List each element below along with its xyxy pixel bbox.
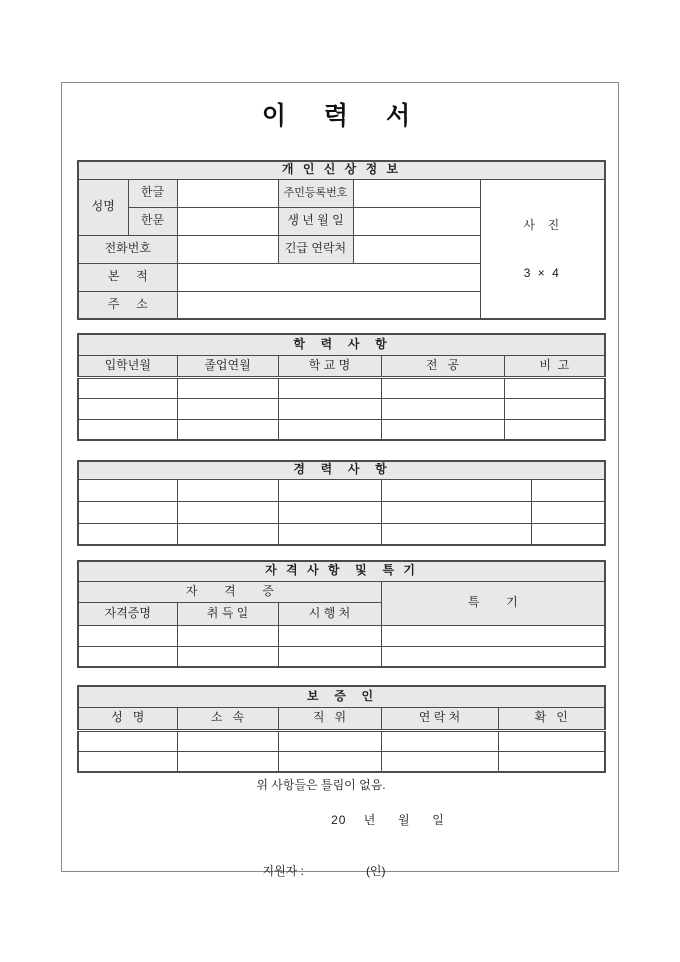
section-header-qualification: 자 격 사 항 및 특 기: [78, 561, 605, 581]
empty-cell: [78, 730, 177, 751]
empty-cell: [177, 419, 278, 440]
guarantor-row: [78, 751, 605, 772]
qualification-group-certificates: 자 격 증: [78, 581, 381, 602]
education-col-graduation: 졸업연월: [177, 355, 278, 377]
empty-cell: [498, 751, 605, 772]
career-table: [77, 460, 606, 546]
empty-cell: [531, 523, 605, 545]
career-row: [78, 501, 605, 523]
qualification-col-issuer: 시 행 처: [278, 602, 381, 625]
empty-cell: [78, 501, 177, 523]
empty-cell: [78, 377, 177, 398]
empty-cell: [177, 730, 278, 751]
empty-cell: [78, 751, 177, 772]
section-header-guarantor: 보 증 인: [78, 686, 605, 707]
field-phone: [177, 235, 278, 263]
guarantor-row: [78, 730, 605, 751]
photo-label: 사 진: [523, 217, 562, 232]
empty-cell: [278, 751, 381, 772]
empty-cell: [78, 646, 177, 667]
empty-cell: [278, 730, 381, 751]
seal-label: (인): [365, 864, 386, 878]
photo-size-label: 3 × 4: [523, 265, 561, 280]
declaration-text: 위 사항들은 틀림이 없음.: [256, 778, 386, 792]
applicant-label: 지원자 :: [262, 864, 304, 878]
empty-cell: [381, 523, 531, 545]
field-name-hangul: [177, 179, 278, 207]
empty-cell: [278, 646, 381, 667]
empty-cell: [381, 501, 531, 523]
qualification-col-specialty: 특 기: [381, 581, 605, 625]
label-resident-number: 주민등록번호: [278, 179, 353, 207]
guarantor-col-position: 직 위: [278, 707, 381, 730]
empty-cell: [498, 730, 605, 751]
empty-cell: [381, 398, 504, 419]
empty-cell: [177, 479, 278, 501]
qualification-row: [78, 646, 605, 667]
empty-cell: [278, 377, 381, 398]
empty-cell: [78, 479, 177, 501]
signature-line: [36, 848, 592, 893]
qualification-table: [77, 560, 606, 668]
label-phone: 전화번호: [78, 235, 177, 263]
qualification-col-acquired-date: 취 득 일: [177, 602, 278, 625]
guarantor-col-confirm: 확 인: [498, 707, 605, 730]
education-col-school: 학 교 명: [278, 355, 381, 377]
qualification-col-cert-name: 자격증명: [78, 602, 177, 625]
empty-cell: [381, 646, 605, 667]
field-domicile: [177, 263, 480, 291]
label-name-hanja: 한문: [128, 207, 177, 235]
label-address: 주 소: [78, 291, 177, 319]
education-table: [77, 333, 606, 441]
empty-cell: [278, 398, 381, 419]
empty-cell: [504, 398, 605, 419]
qualification-row: [78, 625, 605, 646]
empty-cell: [278, 501, 381, 523]
empty-cell: [177, 501, 278, 523]
empty-cell: [78, 398, 177, 419]
empty-cell: [177, 646, 278, 667]
empty-cell: [278, 523, 381, 545]
label-birth-date: 생 년 월 일: [278, 207, 353, 235]
photo-box: [480, 179, 605, 319]
label-name: 성명: [78, 179, 128, 235]
field-address: [177, 291, 480, 319]
empty-cell: [177, 625, 278, 646]
empty-cell: [381, 377, 504, 398]
education-col-remarks: 비 고: [504, 355, 605, 377]
empty-cell: [504, 377, 605, 398]
education-row: [78, 377, 605, 398]
empty-cell: [78, 419, 177, 440]
section-header-education: 학 력 사 항: [78, 334, 605, 355]
education-row: [78, 398, 605, 419]
empty-cell: [381, 625, 605, 646]
empty-cell: [177, 398, 278, 419]
field-birth-date: [353, 207, 480, 235]
empty-cell: [177, 377, 278, 398]
career-row: [78, 523, 605, 545]
empty-cell: [177, 523, 278, 545]
field-emergency-contact: [353, 235, 480, 263]
education-col-admission: 입학년월: [78, 355, 177, 377]
empty-cell: [78, 523, 177, 545]
empty-cell: [278, 419, 381, 440]
empty-cell: [381, 479, 531, 501]
empty-cell: [278, 625, 381, 646]
empty-cell: [504, 419, 605, 440]
document-title: 이 력 서: [261, 102, 419, 130]
empty-cell: [278, 479, 381, 501]
education-col-major: 전 공: [381, 355, 504, 377]
empty-cell: [531, 479, 605, 501]
career-row: [78, 479, 605, 501]
empty-cell: [381, 751, 498, 772]
date-line: 20 년 월 일: [331, 813, 445, 827]
resume-page: [61, 82, 619, 878]
guarantor-col-affiliation: 소 속: [177, 707, 278, 730]
empty-cell: [381, 419, 504, 440]
label-name-hangul: 한글: [128, 179, 177, 207]
empty-cell: [78, 625, 177, 646]
label-emergency-contact: 긴급 연락처: [278, 235, 353, 263]
empty-cell: [177, 751, 278, 772]
section-header-personal-info: 개 인 신 상 정 보: [78, 161, 605, 179]
guarantor-table: [77, 685, 606, 773]
personal-info-table: [77, 160, 606, 320]
guarantor-col-name: 성 명: [78, 707, 177, 730]
section-header-career: 경 력 사 항: [78, 461, 605, 479]
empty-cell: [531, 501, 605, 523]
field-resident-number: [353, 179, 480, 207]
guarantor-col-contact: 연 락 처: [381, 707, 498, 730]
field-name-hanja: [177, 207, 278, 235]
empty-cell: [381, 730, 498, 751]
education-row: [78, 419, 605, 440]
label-domicile: 본 적: [78, 263, 177, 291]
